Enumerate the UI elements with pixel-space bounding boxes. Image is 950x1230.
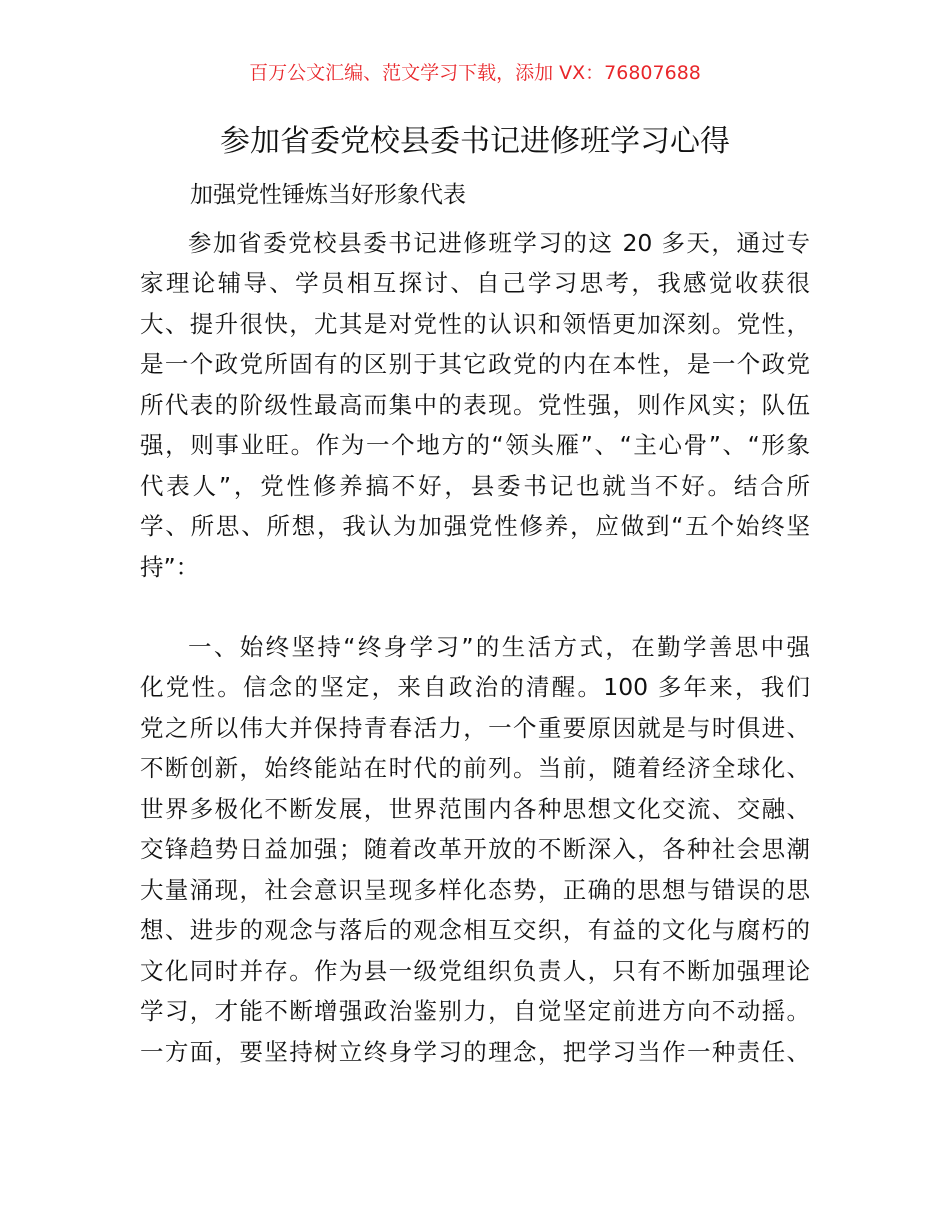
- paragraph-line: 文化同时并存。作为县一级党组织负责人，只有不断加强理论: [140, 956, 810, 985]
- paragraph-line: 交锋趋势日益加强；随着改革开放的不断深入，各种社会思潮: [140, 835, 810, 864]
- paragraph-line: 持”：: [140, 552, 200, 581]
- watermark-header: 百万公文汇编、范文学习下载，添加 VX：76807688: [249, 62, 701, 84]
- paragraph-line: 世界多极化不断发展，世界范围内各种思想文化交流、交融、: [140, 794, 810, 823]
- document-title: 参加省委党校县委书记进修班学习心得: [220, 124, 730, 159]
- paragraph-line: 大量涌现，社会意识呈现多样化态势，正确的思想与错误的思: [140, 875, 810, 904]
- paragraph-line: 不断创新，始终能站在时代的前列。当前，随着经济全球化、: [140, 754, 810, 783]
- paragraph-line: 家理论辅导、学员相互探讨、自己学习思考，我感觉收获很: [140, 269, 810, 298]
- paragraph-line: 所代表的阶级性最高而集中的表现。党性强，则作风实；队伍: [140, 390, 810, 419]
- paragraph-line: 一、始终坚持“终身学习”的生活方式，在勤学善思中强: [188, 633, 810, 661]
- document-subtitle: 加强党性锤炼当好形象代表: [190, 182, 466, 208]
- paragraph-line: 党之所以伟大并保持青春活力，一个重要原因就是与时俱进、: [140, 713, 810, 742]
- paragraph-line: 代表人”，党性修养搞不好，县委书记也就当不好。结合所: [140, 471, 810, 500]
- paragraph-line: 化党性。信念的坚定，来自政治的清醒。100 多年来，我们: [140, 673, 810, 702]
- paragraph-line: 学、所思、所想，我认为加强党性修养，应做到“五个始终坚: [140, 512, 810, 541]
- paragraph-line: 大、提升很快，尤其是对党性的认识和领悟更加深刻。党性，: [140, 309, 810, 338]
- paragraph-line: 一方面，要坚持树立终身学习的理念，把学习当作一种责任、: [140, 1037, 810, 1066]
- paragraph-line: 强，则事业旺。作为一个地方的“领头雁”、“主心骨”、“形象: [140, 431, 810, 460]
- paragraph-line: 学习，才能不断增强政治鉴别力，自觉坚定前进方向不动摇。: [140, 997, 810, 1026]
- paragraph-line: 参加省委党校县委书记进修班学习的这 20 多天，通过专: [188, 229, 810, 257]
- paragraph-line: 想、进步的观念与落后的观念相互交织，有益的文化与腐朽的: [140, 916, 810, 945]
- paragraph-line: 是一个政党所固有的区别于其它政党的内在本性，是一个政党: [140, 350, 810, 379]
